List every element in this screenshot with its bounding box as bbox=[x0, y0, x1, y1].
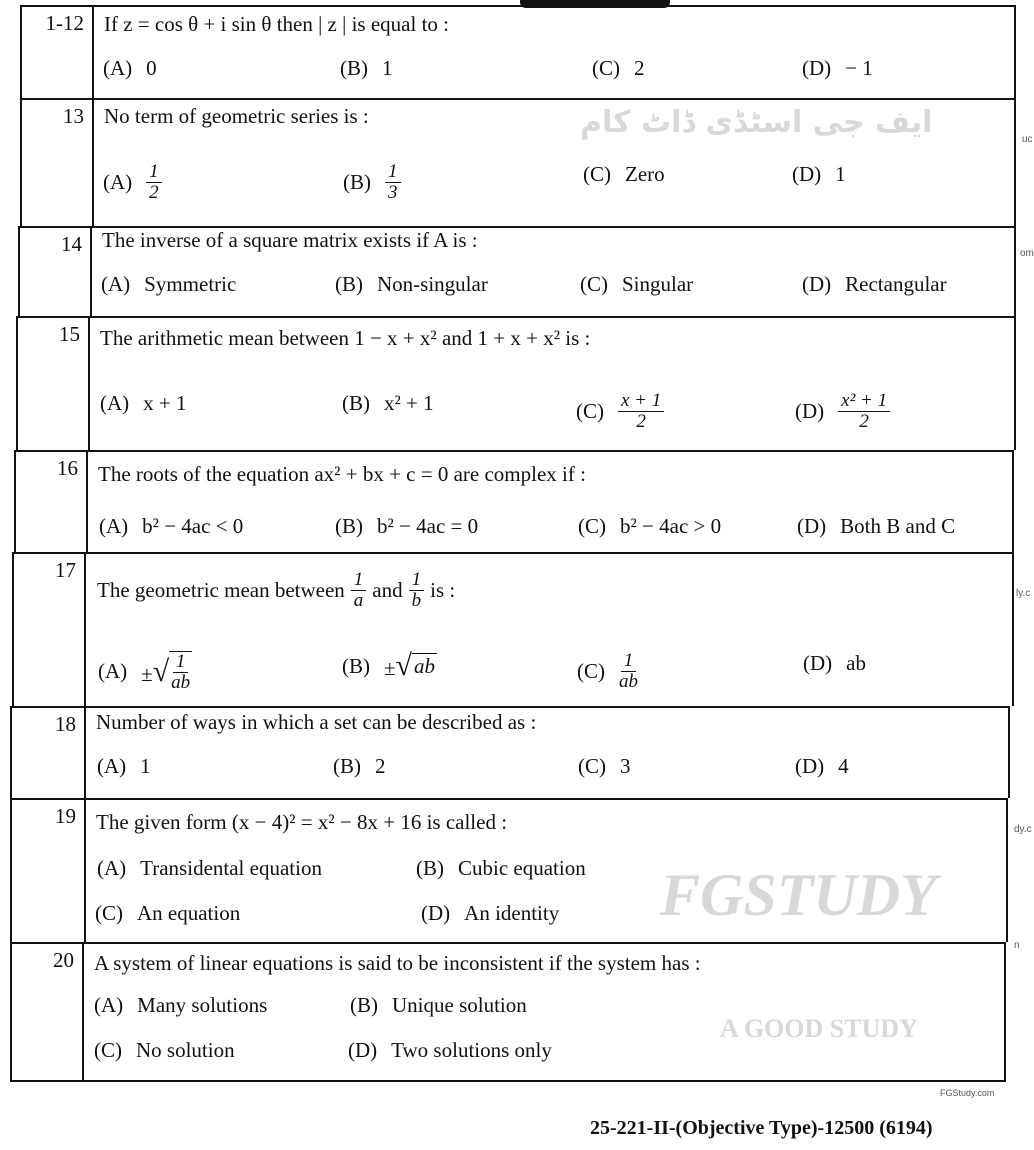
option-text: − 1 bbox=[845, 56, 873, 80]
margin-fragment: ly.c bbox=[1016, 588, 1031, 599]
question-number: 19 bbox=[12, 800, 86, 942]
question-segment: A system of linear equations is said to be inconsistent if the system has : bbox=[94, 951, 701, 975]
option-label: (B) bbox=[350, 993, 378, 1017]
option-c bbox=[578, 754, 631, 779]
question-segment: The roots of the equation ax² + bx + c = 0 are complex if : bbox=[98, 462, 586, 486]
option-label: (A) bbox=[103, 169, 133, 194]
question-text bbox=[94, 951, 701, 976]
fraction bbox=[171, 652, 190, 693]
option-value bbox=[846, 651, 866, 676]
option-value bbox=[392, 993, 527, 1018]
option-value bbox=[382, 56, 393, 81]
denominator: ab bbox=[171, 671, 191, 693]
question-text bbox=[100, 326, 590, 351]
option-label: (B) bbox=[335, 272, 363, 296]
option-b bbox=[416, 856, 586, 881]
option-label: (A) bbox=[98, 659, 128, 684]
question-text bbox=[97, 570, 455, 611]
option-label: (C) bbox=[592, 56, 620, 80]
option-value bbox=[838, 391, 890, 432]
option-value bbox=[845, 56, 873, 81]
option-text: Non-singular bbox=[377, 272, 488, 296]
option-value bbox=[845, 272, 946, 297]
option-value bbox=[136, 1038, 235, 1063]
plus-minus: ± bbox=[384, 656, 396, 680]
option-text: ab bbox=[846, 651, 866, 675]
option-label: (C) bbox=[94, 1038, 122, 1062]
denominator: a bbox=[353, 589, 364, 611]
option-c bbox=[577, 651, 638, 692]
margin-fragment: uc bbox=[1022, 134, 1033, 145]
option-b bbox=[335, 514, 478, 539]
option-label: (D) bbox=[802, 56, 832, 80]
option-label: (A) bbox=[94, 993, 124, 1017]
option-d bbox=[348, 1038, 552, 1063]
option-value bbox=[377, 272, 488, 297]
margin-fragment: dy.c bbox=[1014, 824, 1032, 835]
option-text: No solution bbox=[136, 1038, 235, 1062]
option-text: b² − 4ac < 0 bbox=[142, 514, 244, 538]
option-value bbox=[141, 651, 192, 693]
question-segment: and bbox=[372, 577, 403, 602]
fraction bbox=[838, 391, 890, 432]
option-a bbox=[97, 754, 151, 779]
question-number: 17 bbox=[14, 554, 86, 706]
option-label: (A) bbox=[100, 391, 130, 415]
option-value bbox=[140, 754, 151, 779]
option-a bbox=[101, 272, 236, 297]
option-label: (D) bbox=[803, 651, 833, 675]
option-c bbox=[576, 391, 664, 432]
option-b bbox=[342, 391, 434, 416]
square-root bbox=[396, 651, 437, 681]
option-value bbox=[622, 272, 693, 297]
option-label: (D) bbox=[797, 514, 827, 538]
question-number: 15 bbox=[18, 318, 90, 450]
option-d bbox=[797, 514, 955, 539]
option-text: 1 bbox=[140, 754, 151, 778]
denominator: ab bbox=[619, 670, 638, 692]
option-value bbox=[142, 514, 243, 539]
option-text: Rectangular bbox=[845, 272, 947, 296]
option-label: (D) bbox=[795, 398, 825, 423]
option-text: Transidental equation bbox=[140, 856, 322, 880]
denominator: 2 bbox=[859, 410, 869, 432]
option-d bbox=[803, 651, 866, 676]
option-value bbox=[146, 162, 162, 203]
option-label: (D) bbox=[792, 162, 822, 186]
option-label: (C) bbox=[583, 162, 611, 186]
option-label: (B) bbox=[416, 856, 444, 880]
option-label: (C) bbox=[578, 514, 606, 538]
option-text: Zero bbox=[625, 162, 665, 186]
option-value bbox=[840, 514, 955, 539]
option-label: (D) bbox=[795, 754, 825, 778]
question-text bbox=[102, 228, 478, 253]
option-text: 0 bbox=[146, 56, 157, 80]
option-text: b² − 4ac > 0 bbox=[620, 514, 722, 538]
option-value bbox=[377, 514, 478, 539]
option-c bbox=[580, 272, 693, 297]
question-number: 1-12 bbox=[22, 7, 94, 98]
option-text: b² − 4ac = 0 bbox=[377, 514, 479, 538]
numerator: 1 bbox=[173, 652, 189, 673]
radical-icon: √ bbox=[395, 649, 412, 682]
denominator: 3 bbox=[388, 181, 398, 203]
option-label: (C) bbox=[580, 272, 608, 296]
fraction bbox=[618, 391, 664, 432]
option-value bbox=[619, 651, 638, 692]
option-d bbox=[802, 272, 947, 297]
numerator: 1 bbox=[385, 162, 401, 183]
option-text: Cubic equation bbox=[458, 856, 586, 880]
option-d bbox=[792, 162, 846, 187]
option-b bbox=[335, 272, 488, 297]
option-text: 1 bbox=[382, 56, 393, 80]
option-label: (B) bbox=[335, 514, 363, 538]
option-label: (A) bbox=[97, 754, 127, 778]
option-c bbox=[592, 56, 645, 81]
numerator: 1 bbox=[351, 570, 367, 591]
denominator: 2 bbox=[149, 181, 159, 203]
option-value bbox=[618, 391, 664, 432]
option-value bbox=[458, 856, 586, 881]
option-b bbox=[340, 56, 393, 81]
option-value bbox=[137, 901, 240, 926]
option-text: 2 bbox=[375, 754, 386, 778]
option-text: x² + 1 bbox=[384, 391, 434, 415]
option-value bbox=[137, 993, 267, 1018]
option-value bbox=[144, 272, 236, 297]
question-segment: The arithmetic mean between 1 − x + x² and 1 + x + x² is : bbox=[100, 326, 591, 350]
option-c bbox=[583, 162, 665, 187]
question-segment: The geometric mean between bbox=[97, 577, 345, 602]
option-label: (A) bbox=[99, 514, 129, 538]
option-value bbox=[391, 1038, 552, 1063]
numerator: 1 bbox=[621, 651, 637, 672]
option-label: (B) bbox=[340, 56, 368, 80]
option-text: Both B and C bbox=[840, 514, 956, 538]
numerator: 1 bbox=[146, 162, 162, 183]
option-label: (C) bbox=[577, 658, 605, 683]
watermark-tagline: A GOOD STUDY bbox=[720, 1014, 918, 1043]
question-number: 20 bbox=[12, 944, 84, 1080]
question-text bbox=[104, 12, 449, 37]
option-value bbox=[838, 754, 849, 779]
question-segment: If z = cos θ + i sin θ then | z | is equal to : bbox=[104, 12, 449, 36]
question-segment: The inverse of a square matrix exists if A is : bbox=[102, 228, 478, 252]
option-d bbox=[802, 56, 873, 81]
option-label: (B) bbox=[342, 391, 370, 415]
option-b bbox=[350, 993, 527, 1018]
option-b bbox=[343, 162, 401, 203]
option-value bbox=[625, 162, 665, 187]
numerator: 1 bbox=[409, 570, 425, 591]
question-text bbox=[104, 104, 369, 129]
question-text bbox=[96, 710, 536, 735]
option-d bbox=[421, 901, 559, 926]
option-text: Two solutions only bbox=[391, 1038, 552, 1062]
question-segment: Number of ways in which a set can be described as : bbox=[96, 710, 537, 734]
option-label: (D) bbox=[348, 1038, 378, 1062]
paper-code: 25-221-II-(Objective Type)-12500 (6194) bbox=[590, 1117, 933, 1139]
radicand: ab bbox=[414, 654, 435, 678]
option-c bbox=[95, 901, 240, 926]
option-text: 4 bbox=[838, 754, 849, 778]
option-d bbox=[795, 754, 849, 779]
plus-minus: ± bbox=[141, 661, 153, 686]
option-value bbox=[384, 651, 437, 681]
question-number: 18 bbox=[12, 708, 86, 798]
option-d bbox=[795, 391, 890, 432]
option-label: (C) bbox=[576, 398, 604, 423]
option-value bbox=[620, 754, 631, 779]
option-label: (D) bbox=[802, 272, 832, 296]
option-value bbox=[143, 391, 186, 416]
watermark-arabic: ایف جی اسٹڈی ڈاٹ کام bbox=[580, 105, 933, 140]
fraction bbox=[385, 162, 401, 203]
option-a bbox=[99, 514, 243, 539]
option-text: Many solutions bbox=[137, 993, 268, 1017]
numerator: x + 1 bbox=[618, 391, 664, 412]
option-text: An equation bbox=[137, 901, 241, 925]
option-label: (A) bbox=[97, 856, 127, 880]
option-c bbox=[94, 1038, 235, 1063]
fraction bbox=[146, 162, 162, 203]
question-segment: No term of geometric series is : bbox=[104, 104, 369, 128]
option-value bbox=[620, 514, 721, 539]
option-label: (B) bbox=[333, 754, 361, 778]
square-root bbox=[153, 651, 192, 693]
question-text bbox=[96, 810, 507, 835]
denominator: 2 bbox=[636, 410, 646, 432]
option-b bbox=[342, 651, 437, 681]
option-label: (A) bbox=[101, 272, 131, 296]
option-value bbox=[384, 391, 434, 416]
option-value bbox=[140, 856, 322, 881]
question-segment: is : bbox=[430, 577, 456, 602]
option-text: 3 bbox=[620, 754, 631, 778]
denominator: b bbox=[411, 589, 422, 611]
margin-fragment: om bbox=[1020, 248, 1034, 259]
option-value bbox=[634, 56, 645, 81]
option-a bbox=[94, 993, 267, 1018]
fraction bbox=[409, 570, 425, 611]
option-label: (D) bbox=[421, 901, 451, 925]
question-number: 14 bbox=[20, 228, 92, 316]
option-text: Symmetric bbox=[144, 272, 237, 296]
option-c bbox=[578, 514, 721, 539]
option-label: (C) bbox=[95, 901, 123, 925]
radicand bbox=[169, 651, 192, 693]
option-a bbox=[97, 856, 322, 881]
fraction bbox=[619, 651, 638, 692]
option-text: 2 bbox=[634, 56, 645, 80]
option-value bbox=[146, 56, 157, 81]
option-a bbox=[98, 651, 192, 693]
option-text: x + 1 bbox=[143, 391, 187, 415]
option-text: Unique solution bbox=[392, 993, 527, 1017]
watermark-brand: FGSTUDY bbox=[660, 862, 937, 928]
option-label: (B) bbox=[342, 653, 370, 678]
option-value bbox=[385, 162, 401, 203]
option-a bbox=[100, 391, 187, 416]
option-label: (A) bbox=[103, 56, 133, 80]
question-number: 13 bbox=[22, 100, 94, 226]
question-segment: The given form (x − 4)² = x² − 8x + 16 is called : bbox=[96, 810, 508, 834]
option-value bbox=[464, 901, 559, 926]
option-a bbox=[103, 56, 157, 81]
question-number: 16 bbox=[16, 452, 88, 552]
margin-fragment: n bbox=[1014, 940, 1020, 951]
option-value bbox=[375, 754, 386, 779]
option-label: (B) bbox=[343, 169, 371, 194]
option-label: (C) bbox=[578, 754, 606, 778]
numerator: x² + 1 bbox=[838, 391, 890, 412]
option-text: An identity bbox=[464, 901, 560, 925]
option-text: Singular bbox=[622, 272, 694, 296]
fraction bbox=[351, 570, 367, 611]
option-value bbox=[835, 162, 846, 187]
option-text: 1 bbox=[835, 162, 846, 186]
option-b bbox=[333, 754, 386, 779]
radical-icon: √ bbox=[152, 654, 170, 688]
question-text bbox=[98, 462, 586, 487]
margin-fragment: FGStudy.com bbox=[940, 1088, 995, 1098]
option-a bbox=[103, 162, 162, 203]
